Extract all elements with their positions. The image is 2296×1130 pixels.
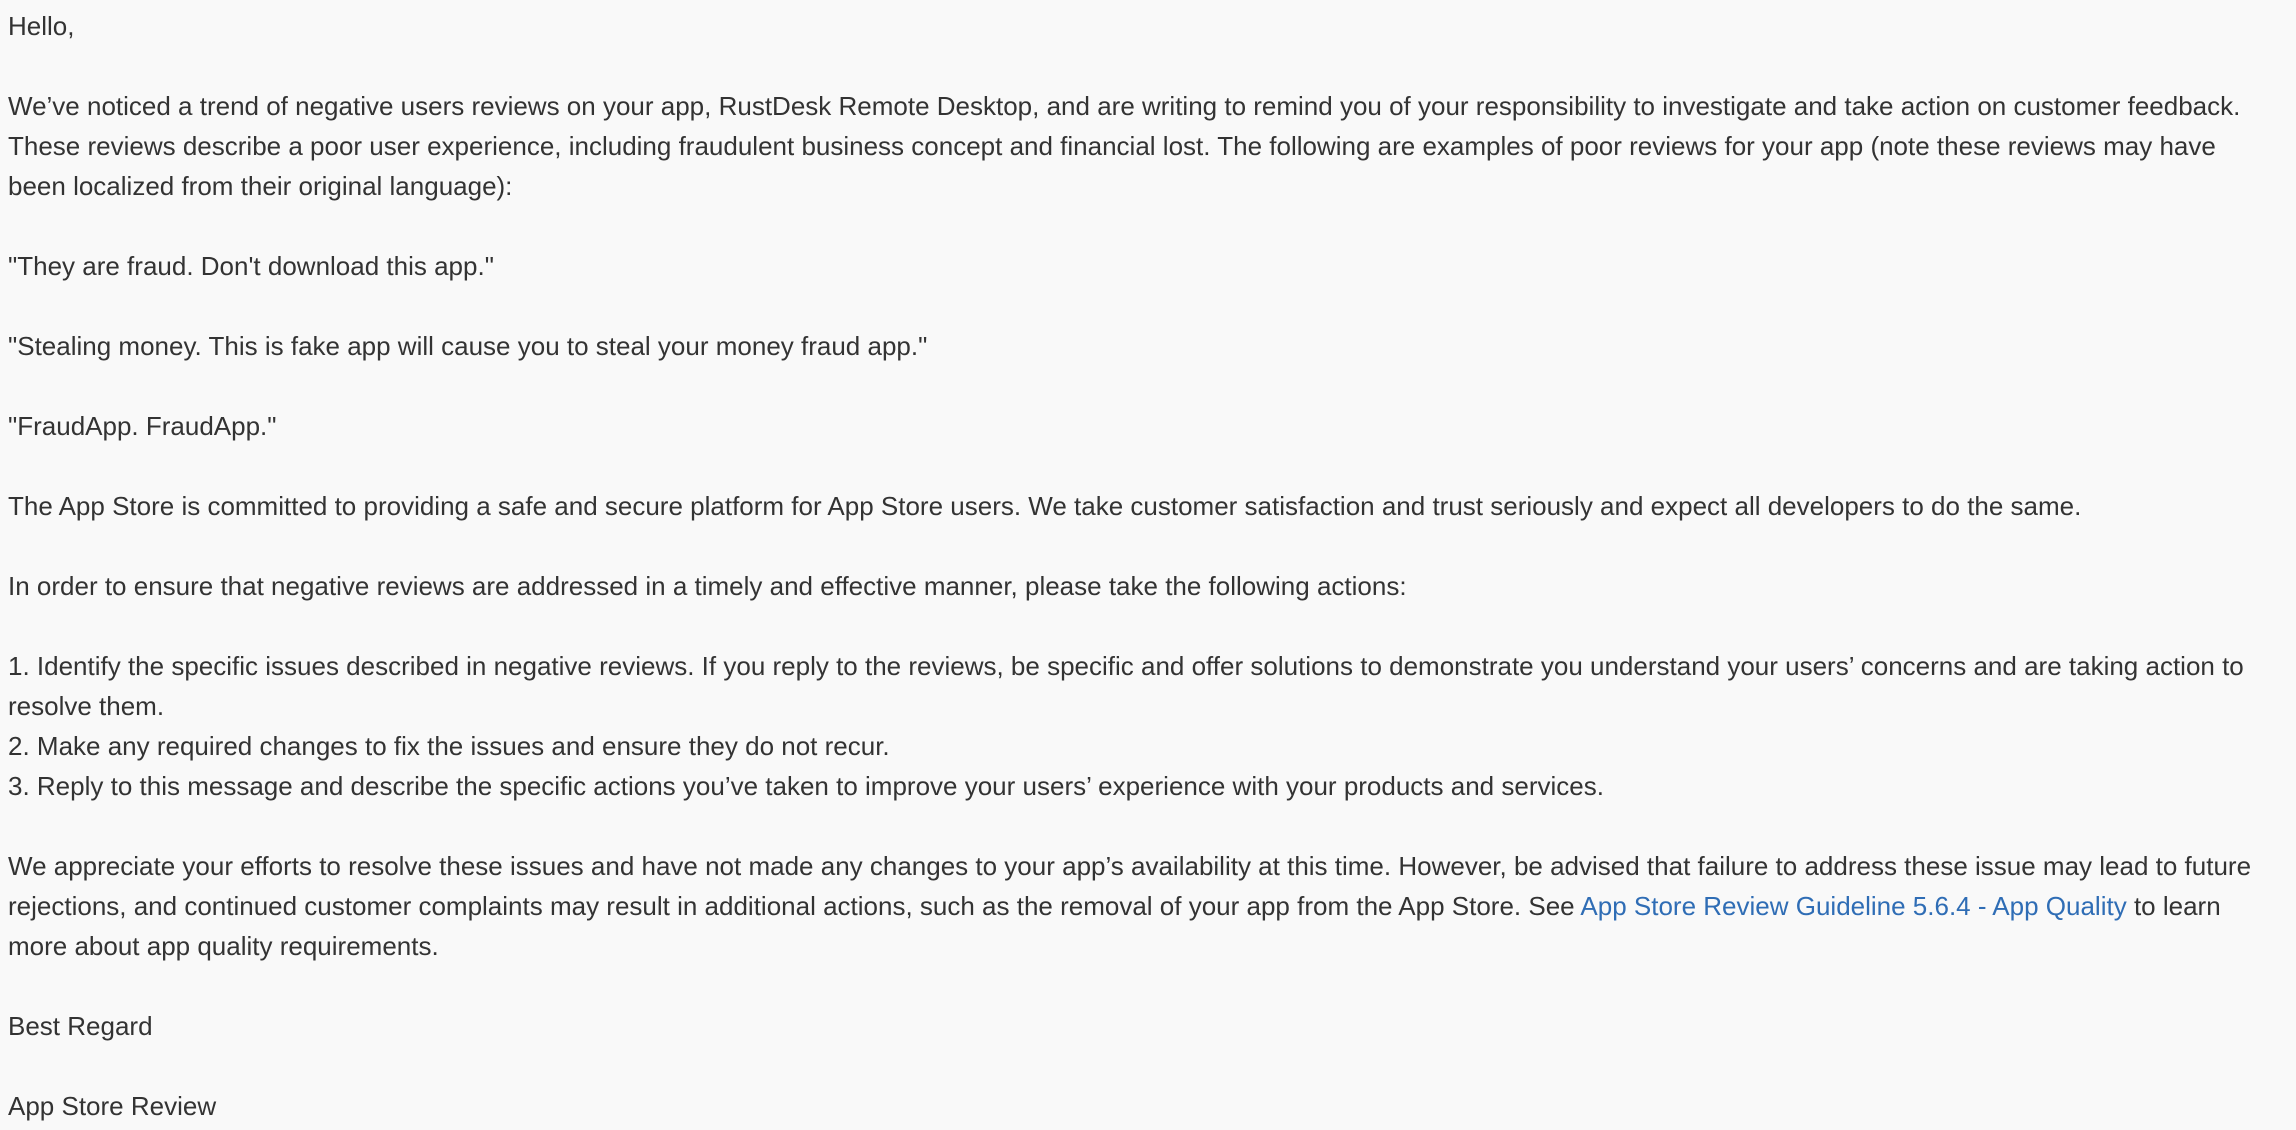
greeting: Hello, — [8, 11, 75, 41]
review-quote: "FraudApp. FraudApp." — [8, 411, 277, 441]
review-quote: "Stealing money. This is fake app will cause you to steal your money fraud app." — [8, 331, 928, 361]
sign-off: Best Regard — [8, 1011, 153, 1041]
list-item: 1. Identify the specific issues described in negative reviews. If you reply to the reviews, be specific and offer solutions to demonstrate you understand your users’ concerns and are taking action to resolve them. — [8, 651, 2244, 721]
intro-paragraph: We’ve noticed a trend of negative users reviews on your app, RustDesk Remote Desktop, and are writing to remind you of your responsibility to investigate and take action on customer feedback. These reviews describe a poor user experience, including fraudulent business concept and financial lost. The following are examples of poor reviews for your app (note these reviews may have been localized from their original language): — [8, 91, 2241, 201]
closing-text: We appreciate your efforts to resolve these issues and have not made any changes to your app’s availability at this time. However, be advised that failure to address these issue may lead to future rejections, and continued customer complaints may result in additional actions, such as the removal of your app from the App Store. See — [8, 851, 2252, 921]
closing-text-end: to learn more about app quality requirements. — [8, 891, 2221, 961]
closing-paragraph — [8, 846, 2272, 966]
commitment-paragraph: The App Store is committed to providing a safe and secure platform for App Store users. We take customer satisfaction and trust seriously and expect all developers to do the same. — [8, 491, 2082, 521]
list-item: 2. Make any required changes to fix the issues and ensure they do not recur. — [8, 731, 890, 761]
review-quote: "They are fraud. Don't download this app." — [8, 251, 494, 281]
list-item: 3. Reply to this message and describe the specific actions you’ve taken to improve your users’ experience with your products and services. — [8, 771, 1604, 801]
guideline-link[interactable]: App Store Review Guideline 5.6.4 - App Quality — [1580, 891, 2127, 921]
actions-list — [8, 646, 2272, 806]
actions-intro: In order to ensure that negative reviews are addressed in a timely and effective manner, please take the following actions: — [8, 571, 1407, 601]
signature: App Store Review — [8, 1091, 217, 1121]
